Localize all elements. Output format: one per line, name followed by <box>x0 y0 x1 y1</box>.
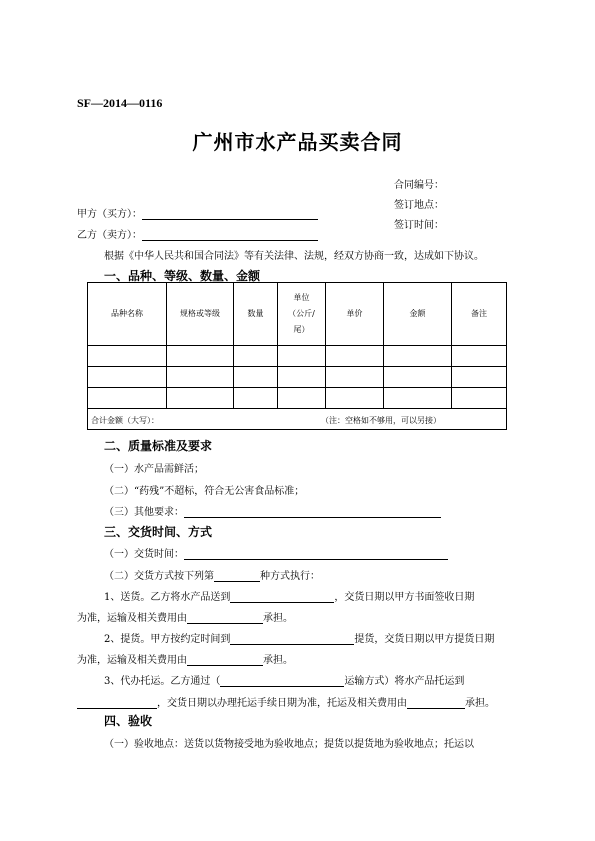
table-row <box>88 346 507 367</box>
table-cell[interactable] <box>88 367 167 388</box>
table-cell[interactable] <box>326 346 384 367</box>
sign-place-label: 签订地点： <box>394 200 444 211</box>
consign-cost-bearer-blank[interactable] <box>407 697 465 709</box>
table-cell[interactable] <box>234 367 278 388</box>
quality-item-1: （一）水产品需鲜活； <box>104 464 204 475</box>
col-header-remark: 备注 <box>452 283 507 346</box>
pickup-cost-bearer-blank[interactable] <box>187 654 263 666</box>
quality-item-2: （二）“药残”不超标，符合无公害食品标准； <box>104 486 305 497</box>
table-header-row <box>88 283 507 346</box>
delivery-time-line <box>104 545 448 560</box>
option1-text-c: 为准，运输及相关费用由 <box>77 613 187 624</box>
total-note: （注：空格如不够用，可以另接） <box>321 416 441 425</box>
table-cell[interactable] <box>452 388 507 409</box>
buyer-blank[interactable] <box>142 208 318 220</box>
table-cell[interactable] <box>234 388 278 409</box>
intro-text: 根据《中华人民共和国合同法》等有关法律、法规，经双方协商一致，达成如下协议。 <box>104 251 484 262</box>
quality-item-3-label: （三）其他要求： <box>104 507 184 518</box>
total-label: 合计金额（大写）： <box>91 416 159 425</box>
option3-text-d: 承担。 <box>465 698 495 709</box>
col-header-amount: 金额 <box>384 283 452 346</box>
table-cell[interactable] <box>167 346 234 367</box>
table-cell[interactable] <box>326 367 384 388</box>
table-cell[interactable] <box>384 346 452 367</box>
option1-text-b: ，交货日期以甲方书面签收日期 <box>334 592 475 603</box>
table-cell[interactable] <box>326 388 384 409</box>
delivery-option-2-cont <box>77 651 293 666</box>
option2-text-d: 承担。 <box>263 655 293 666</box>
consign-destination-blank[interactable] <box>77 697 157 709</box>
section2-heading: 二、质量标准及要求 <box>104 439 213 453</box>
inspection-item-1: （一）验收地点：送货以货物接受地为验收地点；提货以提货地为验收地点；托运以 <box>104 739 474 750</box>
table-row <box>88 388 507 409</box>
page-title: 广州市水产品买卖合同 <box>192 130 403 154</box>
table-cell[interactable] <box>234 346 278 367</box>
quality-item-3 <box>104 503 441 518</box>
option1-text-a: 1、送货。乙方将水产品送到 <box>104 592 231 603</box>
table-cell[interactable] <box>167 388 234 409</box>
section4-heading: 四、验收 <box>104 714 153 728</box>
table-cell[interactable] <box>278 346 326 367</box>
unit-line-1: 单位 <box>293 293 310 302</box>
seller-label: 乙方（卖方）： <box>77 230 142 241</box>
col-header-unit <box>278 283 326 346</box>
col-header-spec: 规格或等级 <box>167 283 234 346</box>
option2-text-c: 为准，运输及相关费用由 <box>77 655 187 666</box>
table-cell[interactable] <box>384 367 452 388</box>
option3-text-a: 3、代办托运。乙方通过（ <box>104 676 221 687</box>
delivery-time-blank[interactable] <box>184 548 448 560</box>
delivery-method-blank[interactable] <box>214 570 260 582</box>
section1-heading: 一、品种、等级、数量、金额 <box>104 269 261 283</box>
buyer-label: 甲方（买方）： <box>77 209 142 220</box>
delivery-option-2 <box>104 630 494 645</box>
transport-mode-blank[interactable] <box>220 675 344 687</box>
table-cell[interactable] <box>452 367 507 388</box>
pickup-location-blank[interactable] <box>230 633 354 645</box>
seller-blank[interactable] <box>142 229 318 241</box>
delivery-cost-bearer-blank[interactable] <box>187 612 263 624</box>
option2-text-a: 2、提货。甲方按约定时间到 <box>104 634 231 645</box>
table-cell[interactable] <box>88 388 167 409</box>
buyer-line <box>77 205 318 220</box>
document-number: SF—2014—0116 <box>77 96 163 110</box>
col-header-name: 品种名称 <box>88 283 167 346</box>
delivery-option-3 <box>104 672 464 687</box>
table-cell[interactable] <box>88 346 167 367</box>
col-header-price: 单价 <box>326 283 384 346</box>
sign-time-label: 签订时间： <box>394 220 444 231</box>
total-row <box>87 409 507 430</box>
seller-line <box>77 226 318 241</box>
option3-text-c: ，交货日期以办理托运手续日期为准，托运及相关费用由 <box>157 698 407 709</box>
delivery-method-label: （二）交货方式按下列第 <box>104 571 214 582</box>
delivery-option-1 <box>104 588 474 603</box>
table-cell[interactable] <box>278 367 326 388</box>
option3-text-b: 运输方式）将水产品托运到 <box>344 676 465 687</box>
other-requirements-blank[interactable] <box>184 506 441 518</box>
section3-heading: 三、交货时间、方式 <box>104 525 213 539</box>
items-table <box>87 282 507 409</box>
option1-text-d: 承担。 <box>263 613 293 624</box>
table-cell[interactable] <box>167 367 234 388</box>
table-cell[interactable] <box>452 346 507 367</box>
col-header-qty: 数量 <box>234 283 278 346</box>
delivery-option-1-cont <box>77 609 293 624</box>
unit-line-3: 尾） <box>293 325 310 334</box>
table-cell[interactable] <box>278 388 326 409</box>
delivery-method-suffix: 种方式执行： <box>260 571 320 582</box>
delivery-time-label: （一）交货时间： <box>104 549 184 560</box>
option2-text-b: 提货，交货日期以甲方提货日期 <box>354 634 495 645</box>
delivery-option-3-cont <box>77 694 495 709</box>
unit-line-2: （公斤/ <box>288 309 315 318</box>
table-cell[interactable] <box>384 388 452 409</box>
delivery-destination-blank[interactable] <box>230 591 334 603</box>
contract-number-label: 合同编号： <box>394 180 444 191</box>
table-row <box>88 367 507 388</box>
delivery-method-line <box>104 567 320 582</box>
